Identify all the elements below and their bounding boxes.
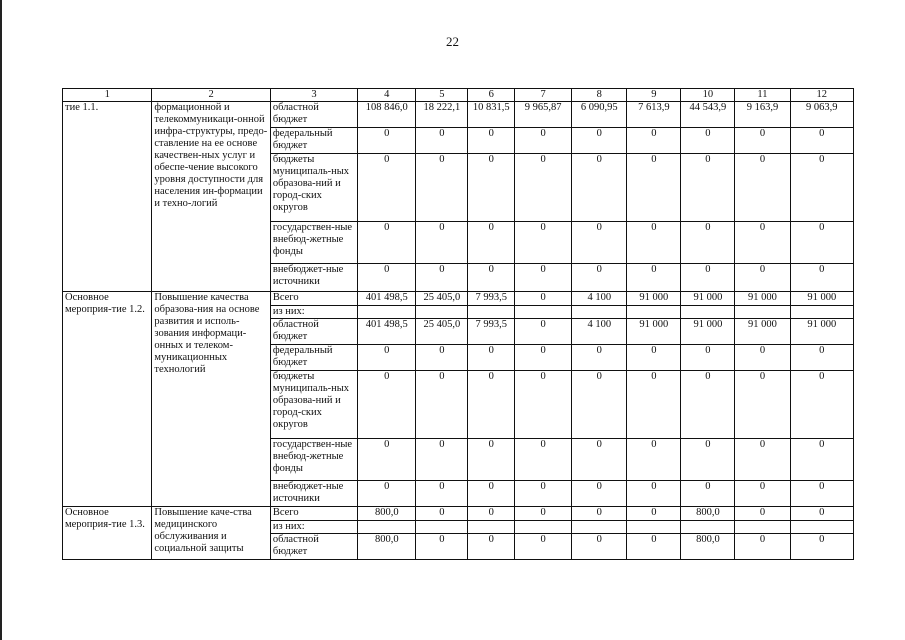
value-cell: 0	[735, 481, 790, 507]
measure-name-cell: Повышение каче-ства медицинского обслуживания и социальной защиты	[152, 507, 270, 560]
value-cell	[468, 521, 515, 534]
value-cell	[735, 521, 790, 534]
value-cell: 0	[735, 345, 790, 371]
measure-id-cell: Основное мероприя-тие 1.3.	[63, 507, 152, 560]
header-row	[63, 89, 854, 102]
value-cell	[572, 521, 627, 534]
value-cell: 0	[627, 345, 681, 371]
value-cell: 0	[627, 154, 681, 222]
value-cell: 0	[735, 534, 790, 560]
value-cell	[681, 306, 735, 319]
value-cell	[468, 306, 515, 319]
value-cell: 25 405,0	[416, 319, 468, 345]
value-cell: 0	[468, 154, 515, 222]
funding-source-cell: из них:	[270, 306, 357, 319]
value-cell: 0	[416, 534, 468, 560]
value-cell: 91 000	[735, 319, 790, 345]
value-cell: 0	[416, 507, 468, 521]
value-cell	[515, 306, 572, 319]
value-cell: 0	[572, 534, 627, 560]
value-cell: 7 993,5	[468, 292, 515, 306]
value-cell: 0	[735, 154, 790, 222]
funding-source-cell: бюджеты муниципаль-ных образова-ний и город-ских округов	[270, 154, 357, 222]
value-cell: 0	[681, 371, 735, 439]
value-cell: 0	[515, 222, 572, 264]
col-header-1: 1	[63, 89, 152, 102]
page-number: 22	[446, 34, 459, 49]
value-cell: 0	[515, 481, 572, 507]
value-cell: 0	[515, 439, 572, 481]
value-cell: 0	[416, 481, 468, 507]
measure-name-cell: Повышение качества образова-ния на основе развития и исполь-зования информаци-онных и телеком-муникационных технологий	[152, 292, 270, 507]
value-cell: 0	[572, 128, 627, 154]
value-cell: 0	[790, 507, 854, 521]
value-cell: 0	[681, 481, 735, 507]
funding-source-cell: внебюджет-ные источники	[270, 264, 357, 292]
funding-source-cell: государствен-ные внебюд-жетные фонды	[270, 439, 357, 481]
value-cell: 0	[790, 264, 854, 292]
col-header-11: 11	[735, 89, 790, 102]
value-cell: 0	[358, 439, 416, 481]
funding-source-cell: федеральный бюджет	[270, 128, 357, 154]
col-header-9: 9	[627, 89, 681, 102]
funding-source-cell: федеральный бюджет	[270, 345, 357, 371]
value-cell: 0	[627, 481, 681, 507]
col-header-7: 7	[515, 89, 572, 102]
value-cell: 4 100	[572, 319, 627, 345]
value-cell: 0	[468, 507, 515, 521]
value-cell: 0	[572, 264, 627, 292]
value-cell: 0	[416, 128, 468, 154]
value-cell: 0	[627, 534, 681, 560]
funding-source-cell: Всего	[270, 292, 357, 306]
budget-table	[62, 88, 854, 560]
funding-source-cell: внебюджет-ные источники	[270, 481, 357, 507]
value-cell: 0	[681, 222, 735, 264]
value-cell: 91 000	[790, 292, 854, 306]
value-cell: 0	[515, 319, 572, 345]
value-cell: 0	[735, 222, 790, 264]
value-cell: 0	[627, 507, 681, 521]
value-cell: 108 846,0	[358, 102, 416, 128]
value-cell: 0	[735, 371, 790, 439]
value-cell: 6 090,95	[572, 102, 627, 128]
value-cell: 0	[416, 371, 468, 439]
value-cell: 9 965,87	[515, 102, 572, 128]
table-row	[63, 507, 854, 521]
value-cell: 0	[627, 222, 681, 264]
value-cell: 0	[468, 371, 515, 439]
scan-edge	[0, 0, 2, 640]
funding-source-cell: бюджеты муниципаль-ных образова-ний и город-ских округов	[270, 371, 357, 439]
funding-source-cell: областной бюджет	[270, 319, 357, 345]
value-cell: 0	[358, 371, 416, 439]
value-cell: 0	[627, 128, 681, 154]
value-cell: 91 000	[790, 319, 854, 345]
value-cell: 0	[468, 222, 515, 264]
value-cell: 0	[572, 345, 627, 371]
col-header-5: 5	[416, 89, 468, 102]
value-cell: 0	[572, 481, 627, 507]
value-cell: 0	[416, 345, 468, 371]
value-cell: 0	[515, 507, 572, 521]
col-header-6: 6	[468, 89, 515, 102]
value-cell: 91 000	[627, 292, 681, 306]
funding-source-cell: государствен-ные внебюд-жетные фонды	[270, 222, 357, 264]
value-cell: 0	[358, 222, 416, 264]
measure-id-cell: тие 1.1.	[63, 102, 152, 292]
value-cell: 0	[790, 345, 854, 371]
value-cell: 9 063,9	[790, 102, 854, 128]
value-cell	[416, 521, 468, 534]
value-cell: 800,0	[681, 507, 735, 521]
value-cell: 0	[572, 154, 627, 222]
value-cell: 0	[790, 222, 854, 264]
value-cell	[627, 521, 681, 534]
value-cell	[358, 521, 416, 534]
value-cell: 0	[515, 154, 572, 222]
col-header-12: 12	[790, 89, 854, 102]
value-cell: 0	[358, 345, 416, 371]
value-cell: 0	[681, 439, 735, 481]
value-cell: 7 993,5	[468, 319, 515, 345]
value-cell: 0	[572, 222, 627, 264]
value-cell: 0	[790, 371, 854, 439]
col-header-8: 8	[572, 89, 627, 102]
value-cell	[416, 306, 468, 319]
value-cell: 0	[735, 128, 790, 154]
value-cell: 10 831,5	[468, 102, 515, 128]
measure-id-cell: Основное мероприя-тие 1.2.	[63, 292, 152, 507]
value-cell: 800,0	[681, 534, 735, 560]
value-cell: 0	[572, 371, 627, 439]
value-cell: 0	[790, 481, 854, 507]
value-cell: 0	[468, 345, 515, 371]
table-row	[63, 292, 854, 306]
value-cell: 0	[515, 264, 572, 292]
value-cell: 18 222,1	[416, 102, 468, 128]
value-cell: 0	[790, 439, 854, 481]
value-cell: 0	[468, 128, 515, 154]
value-cell: 9 163,9	[735, 102, 790, 128]
value-cell: 0	[681, 264, 735, 292]
value-cell: 0	[572, 507, 627, 521]
value-cell: 0	[468, 481, 515, 507]
value-cell: 0	[735, 439, 790, 481]
value-cell: 0	[681, 345, 735, 371]
value-cell: 800,0	[358, 507, 416, 521]
value-cell	[735, 306, 790, 319]
value-cell: 0	[358, 264, 416, 292]
value-cell: 800,0	[358, 534, 416, 560]
value-cell: 91 000	[681, 319, 735, 345]
value-cell	[790, 306, 854, 319]
value-cell: 0	[790, 128, 854, 154]
value-cell: 0	[735, 507, 790, 521]
value-cell: 91 000	[735, 292, 790, 306]
value-cell: 0	[790, 534, 854, 560]
value-cell	[790, 521, 854, 534]
value-cell	[358, 306, 416, 319]
value-cell	[572, 306, 627, 319]
value-cell: 0	[515, 292, 572, 306]
funding-source-cell: областной бюджет	[270, 102, 357, 128]
value-cell: 0	[416, 264, 468, 292]
value-cell: 0	[627, 371, 681, 439]
funding-source-cell: областной бюджет	[270, 534, 357, 560]
table-row	[63, 102, 854, 128]
value-cell: 0	[790, 154, 854, 222]
value-cell: 7 613,9	[627, 102, 681, 128]
value-cell: 0	[358, 128, 416, 154]
value-cell: 0	[515, 371, 572, 439]
value-cell: 0	[416, 222, 468, 264]
value-cell: 25 405,0	[416, 292, 468, 306]
value-cell: 0	[358, 481, 416, 507]
value-cell: 0	[515, 128, 572, 154]
value-cell: 401 498,5	[358, 319, 416, 345]
col-header-10: 10	[681, 89, 735, 102]
value-cell: 0	[468, 439, 515, 481]
value-cell: 0	[735, 264, 790, 292]
value-cell: 0	[627, 264, 681, 292]
value-cell: 0	[416, 439, 468, 481]
funding-source-cell: Всего	[270, 507, 357, 521]
value-cell: 4 100	[572, 292, 627, 306]
value-cell: 401 498,5	[358, 292, 416, 306]
value-cell: 0	[681, 154, 735, 222]
value-cell: 0	[358, 154, 416, 222]
value-cell: 91 000	[627, 319, 681, 345]
col-header-2: 2	[152, 89, 270, 102]
funding-source-cell: из них:	[270, 521, 357, 534]
value-cell: 0	[627, 439, 681, 481]
value-cell: 0	[572, 439, 627, 481]
value-cell: 0	[468, 264, 515, 292]
value-cell: 0	[468, 534, 515, 560]
measure-name-cell: формационной и телекоммуникаци-онной инфра-структуры, предо-ставление на ее основе качествен-ных услуг и обеспе-чение высокого уровня доступности для населения ин-формации и техно-логий	[152, 102, 270, 292]
value-cell	[627, 306, 681, 319]
value-cell	[681, 521, 735, 534]
value-cell: 0	[515, 534, 572, 560]
col-header-3: 3	[270, 89, 357, 102]
value-cell: 44 543,9	[681, 102, 735, 128]
value-cell: 0	[515, 345, 572, 371]
value-cell: 0	[681, 128, 735, 154]
value-cell	[515, 521, 572, 534]
col-header-4: 4	[358, 89, 416, 102]
value-cell: 0	[416, 154, 468, 222]
value-cell: 91 000	[681, 292, 735, 306]
